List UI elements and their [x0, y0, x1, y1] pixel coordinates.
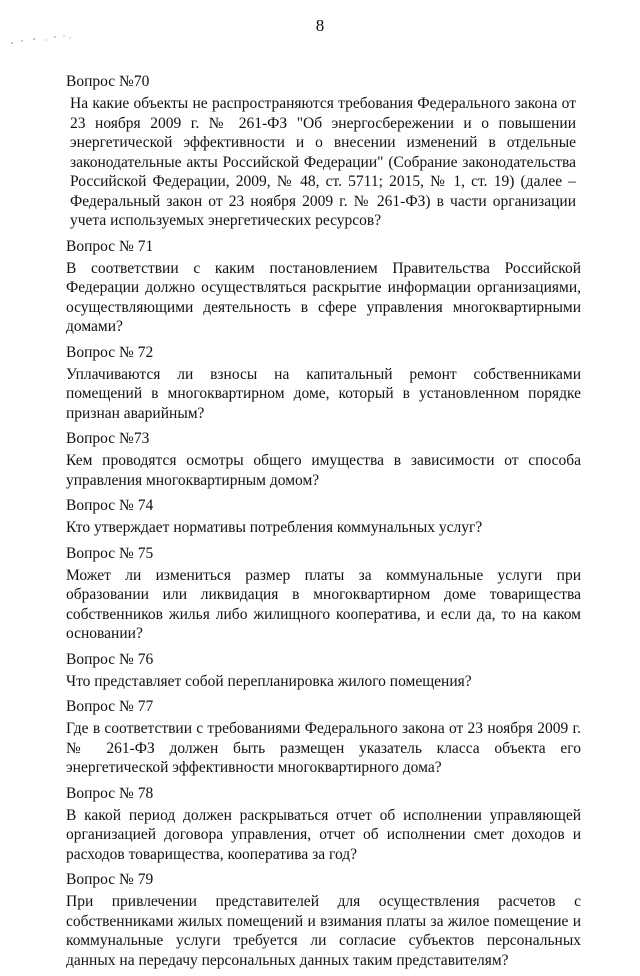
question-heading: Вопрос № 74 [66, 497, 154, 514]
page-number: 8 [315, 16, 325, 35]
question-text: Что представляет собой перепланировка жилого помещения? [66, 672, 472, 690]
question-text: На какие объекты не распространяются требования Федерального закона от 23 ноября 2009 г. № 261-ФЗ "Об энергосбережении и о повышении энергетической эффективности и о внесении изменений в отдельные законодательные акты Российской Федерации" (Собрание законодательства Российской Федерации, 2009, № 48, ст. 5711; 2015, № 1, ст. 19) (далее – Федеральный закон от 23 ноября 2009 г. № 261-ФЗ) в части организации учета используемых энергетических ресурсов? [70, 95, 576, 229]
question-heading: Вопрос № 76 [66, 650, 154, 668]
question-text: В какой период должен раскрываться отчет об исполнении управляющей организацией договора управления, отчет об исполнении смет доходов и расходов товарищества, кооператива за год? [66, 806, 581, 863]
question-text: Кем проводятся осмотры общего имущества в зависимости от способа управления многоквартирным домом? [66, 452, 581, 489]
question-text: Где в соответствии с требованиями Федерального закона от 23 ноября 2009 г. № 261-ФЗ должен быть размещен указатель класса объекта его энергетической эффективности многоквартирного дома? [66, 720, 581, 776]
question-text: В соответствии с каким постановлением Правительства Российской Федерации должно осуществляться раскрытие информации организациями, осуществляющими деятельность в сфере управления многоквартирными домами? [66, 259, 581, 335]
question-text: Кто утверждает нормативы потребления коммунальных услуг? [66, 519, 483, 536]
question-text: Может ли измениться размер платы за коммунальные услуги при образовании или ликвидация в многоквартирном доме товарищества собственников жилья либо жилищного кооператива, и если да, то на каком основании? [66, 566, 581, 642]
scan-specks [8, 34, 78, 48]
question-heading: Вопрос № 75 [66, 544, 154, 562]
question-text: При привлечении представителей для осуществления расчетов с собственниками жилых помещений и взимания платы за жилое помещение и коммунальные услуги требуется ли согласие субъектов персональных данных на передачу персональных данных таким представителям? [66, 893, 581, 969]
question-heading: Вопрос № 78 [66, 784, 154, 802]
question-heading: Вопрос № 72 [66, 343, 154, 361]
question-heading: Вопрос №70 [66, 73, 150, 90]
questions-list [66, 72, 581, 976]
question-heading: Вопрос № 71 [66, 237, 154, 255]
question-heading: Вопрос № 79 [66, 871, 154, 888]
question-heading: Вопрос № 77 [66, 698, 154, 715]
question-text: Уплачиваются ли взносы на капитальный ремонт собственниками помещений в многоквартирном доме, который в установленном порядке признан аварийным? [66, 365, 581, 422]
question-heading: Вопрос №73 [66, 430, 150, 447]
